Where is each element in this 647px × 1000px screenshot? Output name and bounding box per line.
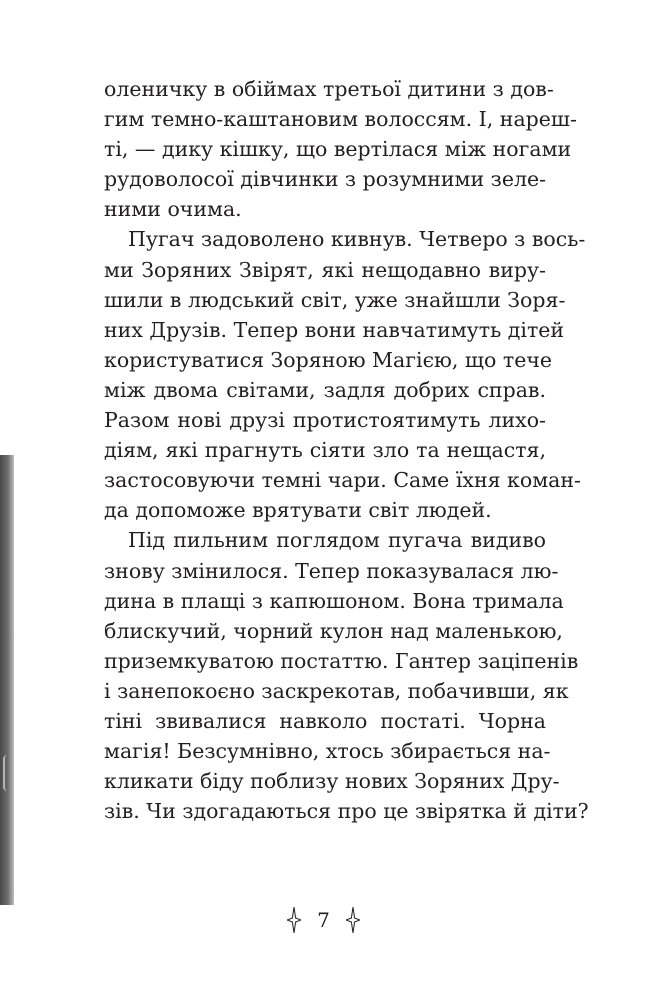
- text-line: знову змінилося. Тепер показувалася лю-: [104, 558, 559, 583]
- paragraph-first-line: Пугач задоволено кивнув. Четверо з вось-: [128, 227, 586, 252]
- text-line: зів. Чи здогадаються про це звірятка й діти?: [104, 799, 589, 824]
- text-line: оленичку в обіймах третьої дитини з дов-: [104, 77, 554, 101]
- page-edge-illustration: [0, 455, 14, 905]
- text-line: рудоволосої дівчинки з розумними зеле-: [104, 167, 547, 192]
- text-line: них Друзів. Тепер вони навчатимуть дітей: [104, 317, 565, 342]
- text-line: між двома світами, задля добрих справ.: [104, 377, 546, 402]
- text-line: кликати біду поблизу нових Зоряних Дру-: [104, 769, 560, 794]
- text-line: ними очима.: [104, 197, 242, 222]
- text-line: магія! Безсумнівно, хтось збирається на-: [104, 739, 551, 764]
- text-line: застосовуючи темні чари. Саме їхня коман-: [104, 468, 581, 493]
- text-line: і занепокоєно заскрекотав, побачивши, як: [104, 678, 569, 703]
- text-line: ми Зоряних Звірят, які нещодавно виру-: [104, 257, 546, 282]
- text-line: ті, — дику кішку, що вертілася між ногами: [104, 137, 572, 162]
- text-line: користуватися Зоряною Магією, що тече: [104, 347, 553, 372]
- edge-decoration: [3, 755, 11, 791]
- text-line: гим темно-каштановим волоссям. І, нареш-: [104, 107, 577, 132]
- paragraph-first-line: Під пильним поглядом пугача видиво: [128, 528, 546, 553]
- text-line: тіні звивалися навколо постаті. Чорна: [104, 708, 546, 733]
- text-line: блискучий, чорний кулон над маленькою,: [104, 618, 563, 643]
- text-line: приземкуватою постаттю. Гантер заціпенів: [104, 648, 579, 673]
- text-line: да допоможе врятувати світ людей.: [104, 498, 492, 523]
- page-number: 7: [317, 908, 330, 932]
- star-ornament-icon: [287, 907, 301, 933]
- text-line: Разом нові друзі протистоятимуть лихо-: [104, 408, 546, 433]
- star-ornament-icon: [346, 907, 360, 933]
- text-line: діям, які прагнуть сіяти зло та нещастя,: [104, 438, 546, 463]
- body-text: [104, 74, 589, 826]
- page-footer: [0, 902, 647, 938]
- text-line: шили в людський світ, уже знайшли Зоря-: [104, 287, 566, 312]
- text-line: дина в плащі з капюшоном. Вона тримала: [104, 588, 564, 613]
